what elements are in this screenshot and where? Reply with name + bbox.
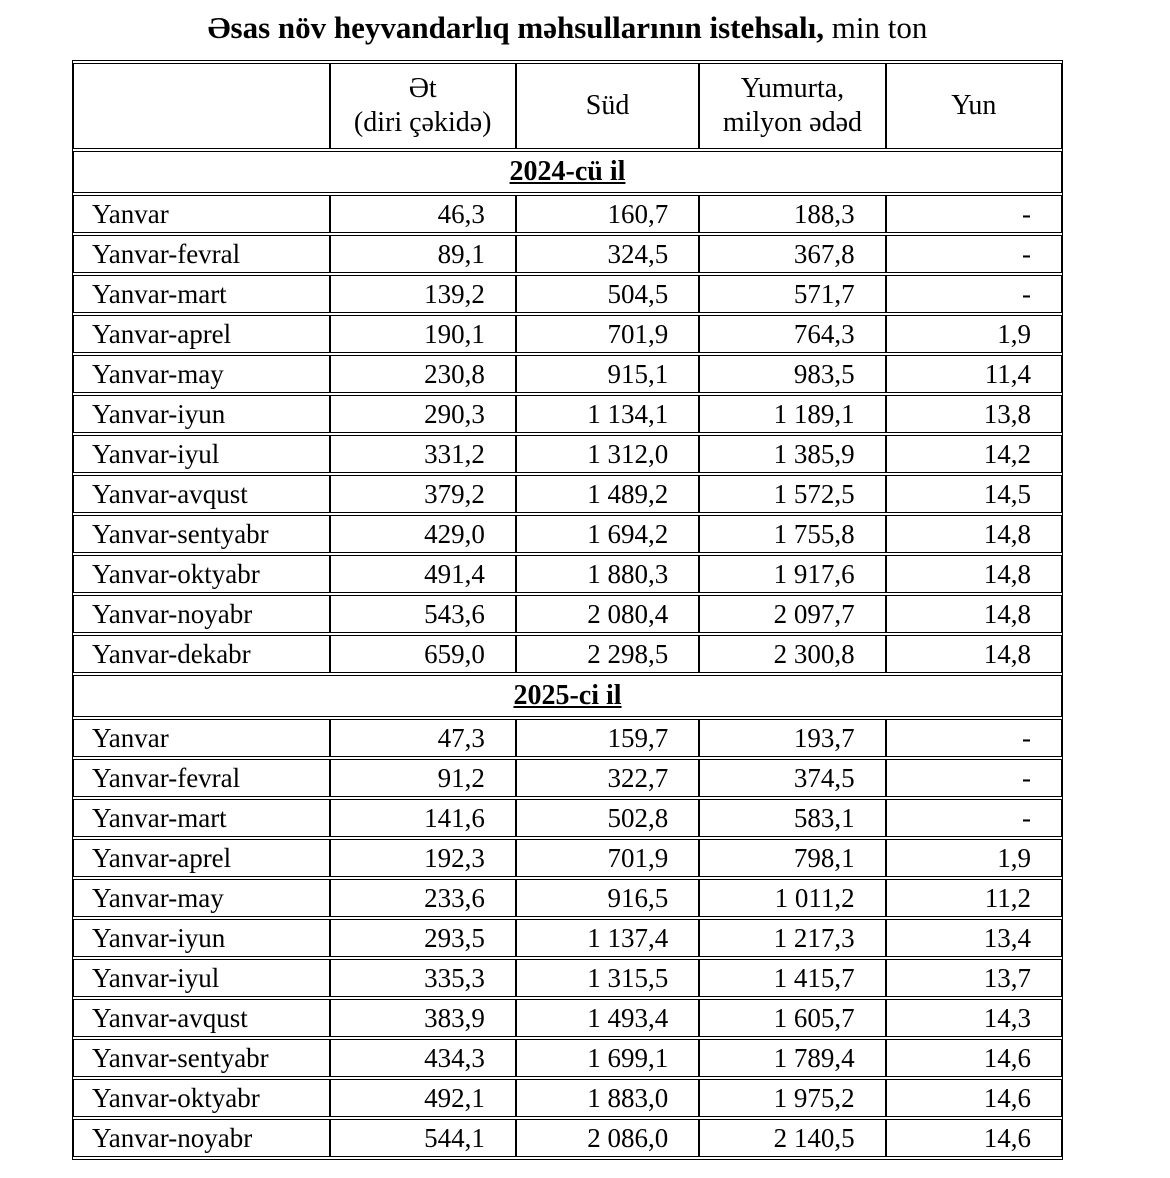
value-cell: 11,4 bbox=[886, 355, 1062, 393]
value-cell: 701,9 bbox=[516, 839, 699, 877]
section-label bbox=[73, 151, 1062, 193]
table-row bbox=[73, 435, 1062, 473]
table-row bbox=[73, 999, 1062, 1037]
value-cell: 331,2 bbox=[330, 435, 516, 473]
period-cell: Yanvar-aprel bbox=[73, 315, 330, 353]
value-cell: 1 189,1 bbox=[699, 395, 885, 433]
value-cell: 798,1 bbox=[699, 839, 885, 877]
value-cell: 1 415,7 bbox=[699, 959, 885, 997]
value-cell: 14,6 bbox=[886, 1119, 1062, 1157]
header-cell-eggs bbox=[699, 63, 885, 149]
value-cell: 571,7 bbox=[699, 275, 885, 313]
value-cell: 1 694,2 bbox=[516, 515, 699, 553]
value-cell: 434,3 bbox=[330, 1039, 516, 1077]
value-cell: 383,9 bbox=[330, 999, 516, 1037]
value-cell: 193,7 bbox=[699, 719, 885, 757]
value-cell: 1 134,1 bbox=[516, 395, 699, 433]
value-cell: 233,6 bbox=[330, 879, 516, 917]
value-cell: 1 880,3 bbox=[516, 555, 699, 593]
period-cell: Yanvar-oktyabr bbox=[73, 555, 330, 593]
table-row bbox=[73, 515, 1062, 553]
value-cell: - bbox=[886, 235, 1062, 273]
value-cell: 160,7 bbox=[516, 195, 699, 233]
header-cell-wool bbox=[886, 63, 1062, 149]
table-row bbox=[73, 355, 1062, 393]
value-cell: 46,3 bbox=[330, 195, 516, 233]
value-cell: 14,6 bbox=[886, 1079, 1062, 1117]
header-eggs-line2: milyon ədəd bbox=[722, 107, 863, 138]
value-cell: - bbox=[886, 275, 1062, 313]
value-cell: 504,5 bbox=[516, 275, 699, 313]
value-cell: 2 097,7 bbox=[699, 595, 885, 633]
value-cell: 1 315,5 bbox=[516, 959, 699, 997]
value-cell: 379,2 bbox=[330, 475, 516, 513]
value-cell: 1 011,2 bbox=[699, 879, 885, 917]
value-cell: 2 086,0 bbox=[516, 1119, 699, 1157]
value-cell: 293,5 bbox=[330, 919, 516, 957]
value-cell: 139,2 bbox=[330, 275, 516, 313]
header-meat-line1: Ət bbox=[408, 73, 437, 104]
value-cell: - bbox=[886, 759, 1062, 797]
value-cell: 492,1 bbox=[330, 1079, 516, 1117]
period-cell: Yanvar-noyabr bbox=[73, 1119, 330, 1157]
value-cell: 1 572,5 bbox=[699, 475, 885, 513]
value-cell: 141,6 bbox=[330, 799, 516, 837]
value-cell: 14,8 bbox=[886, 515, 1062, 553]
value-cell: 290,3 bbox=[330, 395, 516, 433]
value-cell: 324,5 bbox=[516, 235, 699, 273]
value-cell: 659,0 bbox=[330, 635, 516, 673]
value-cell: 544,1 bbox=[330, 1119, 516, 1157]
period-cell: Yanvar-sentyabr bbox=[73, 1039, 330, 1077]
period-cell: Yanvar-fevral bbox=[73, 759, 330, 797]
value-cell: 47,3 bbox=[330, 719, 516, 757]
value-cell: 1 917,6 bbox=[699, 555, 885, 593]
table-row bbox=[73, 1039, 1062, 1077]
value-cell: - bbox=[886, 719, 1062, 757]
value-cell: 159,7 bbox=[516, 719, 699, 757]
value-cell: 322,7 bbox=[516, 759, 699, 797]
value-cell: 14,8 bbox=[886, 555, 1062, 593]
table-row bbox=[73, 315, 1062, 353]
header-wool-line1: Yun bbox=[951, 90, 997, 121]
value-cell: 2 140,5 bbox=[699, 1119, 885, 1157]
period-cell: Yanvar bbox=[73, 719, 330, 757]
value-cell: 91,2 bbox=[330, 759, 516, 797]
value-cell: 1 975,2 bbox=[699, 1079, 885, 1117]
value-cell: 915,1 bbox=[516, 355, 699, 393]
period-cell: Yanvar-mart bbox=[73, 275, 330, 313]
table-row bbox=[73, 595, 1062, 633]
value-cell: 14,8 bbox=[886, 635, 1062, 673]
table-row bbox=[73, 839, 1062, 877]
value-cell: 983,5 bbox=[699, 355, 885, 393]
table-row bbox=[73, 759, 1062, 797]
value-cell: 491,4 bbox=[330, 555, 516, 593]
section-row bbox=[73, 151, 1062, 193]
period-cell: Yanvar-aprel bbox=[73, 839, 330, 877]
value-cell: 192,3 bbox=[330, 839, 516, 877]
table-row bbox=[73, 879, 1062, 917]
table-row bbox=[73, 1119, 1062, 1157]
value-cell: 1,9 bbox=[886, 839, 1062, 877]
value-cell: 2 080,4 bbox=[516, 595, 699, 633]
value-cell: 13,7 bbox=[886, 959, 1062, 997]
header-eggs-line1: Yumurta, bbox=[740, 73, 845, 104]
section-label-text: 2025-ci il bbox=[513, 680, 622, 711]
value-cell: 429,0 bbox=[330, 515, 516, 553]
value-cell: 1 489,2 bbox=[516, 475, 699, 513]
period-cell: Yanvar-noyabr bbox=[73, 595, 330, 633]
period-cell: Yanvar-may bbox=[73, 355, 330, 393]
period-cell: Yanvar-avqust bbox=[73, 475, 330, 513]
value-cell: 583,1 bbox=[699, 799, 885, 837]
value-cell: 1 312,0 bbox=[516, 435, 699, 473]
value-cell: 14,6 bbox=[886, 1039, 1062, 1077]
period-cell: Yanvar-iyun bbox=[73, 919, 330, 957]
period-cell: Yanvar-sentyabr bbox=[73, 515, 330, 553]
value-cell: 1 137,4 bbox=[516, 919, 699, 957]
value-cell: 14,3 bbox=[886, 999, 1062, 1037]
section-label bbox=[73, 675, 1062, 717]
value-cell: 916,5 bbox=[516, 879, 699, 917]
table-row bbox=[73, 195, 1062, 233]
value-cell: 1 493,4 bbox=[516, 999, 699, 1037]
page-title bbox=[72, 0, 1063, 48]
value-cell: 190,1 bbox=[330, 315, 516, 353]
value-cell: 188,3 bbox=[699, 195, 885, 233]
value-cell: 1 883,0 bbox=[516, 1079, 699, 1117]
table-row bbox=[73, 475, 1062, 513]
period-cell: Yanvar-dekabr bbox=[73, 635, 330, 673]
period-cell: Yanvar-iyul bbox=[73, 959, 330, 997]
table-row bbox=[73, 919, 1062, 957]
value-cell: 374,5 bbox=[699, 759, 885, 797]
section-label-text: 2024-cü il bbox=[509, 156, 626, 187]
value-cell: - bbox=[886, 799, 1062, 837]
table-row bbox=[73, 275, 1062, 313]
header-milk-line1: Süd bbox=[585, 90, 630, 121]
value-cell: 502,8 bbox=[516, 799, 699, 837]
title-unit-text: min ton bbox=[824, 10, 928, 45]
title-main-text: Əsas növ heyvandarlıq məhsullarının istehsalı, bbox=[207, 10, 824, 45]
value-cell: 701,9 bbox=[516, 315, 699, 353]
period-cell: Yanvar-fevral bbox=[73, 235, 330, 273]
header-meat-line2: (diri çəkidə) bbox=[353, 107, 492, 138]
table-row bbox=[73, 719, 1062, 757]
value-cell: 1,9 bbox=[886, 315, 1062, 353]
value-cell: 764,3 bbox=[699, 315, 885, 353]
value-cell: 11,2 bbox=[886, 879, 1062, 917]
value-cell: 14,5 bbox=[886, 475, 1062, 513]
table-row bbox=[73, 959, 1062, 997]
value-cell: 89,1 bbox=[330, 235, 516, 273]
header-row bbox=[73, 63, 1062, 149]
table-row bbox=[73, 799, 1062, 837]
value-cell: 13,4 bbox=[886, 919, 1062, 957]
period-cell: Yanvar-oktyabr bbox=[73, 1079, 330, 1117]
period-cell: Yanvar-mart bbox=[73, 799, 330, 837]
value-cell: 2 298,5 bbox=[516, 635, 699, 673]
period-cell: Yanvar-iyun bbox=[73, 395, 330, 433]
production-table bbox=[72, 60, 1063, 1160]
value-cell: 2 300,8 bbox=[699, 635, 885, 673]
value-cell: 14,8 bbox=[886, 595, 1062, 633]
table-row bbox=[73, 635, 1062, 673]
value-cell: 543,6 bbox=[330, 595, 516, 633]
table-row bbox=[73, 1079, 1062, 1117]
value-cell: 1 699,1 bbox=[516, 1039, 699, 1077]
period-cell: Yanvar-may bbox=[73, 879, 330, 917]
value-cell: 335,3 bbox=[330, 959, 516, 997]
period-cell: Yanvar-iyul bbox=[73, 435, 330, 473]
value-cell: 1 217,3 bbox=[699, 919, 885, 957]
value-cell: 367,8 bbox=[699, 235, 885, 273]
section-row bbox=[73, 675, 1062, 717]
value-cell: 1 605,7 bbox=[699, 999, 885, 1037]
value-cell: 1 789,4 bbox=[699, 1039, 885, 1077]
value-cell: - bbox=[886, 195, 1062, 233]
header-cell-milk bbox=[516, 63, 699, 149]
value-cell: 1 755,8 bbox=[699, 515, 885, 553]
table-row bbox=[73, 555, 1062, 593]
value-cell: 14,2 bbox=[886, 435, 1062, 473]
header-cell-meat bbox=[330, 63, 516, 149]
value-cell: 13,8 bbox=[886, 395, 1062, 433]
period-cell: Yanvar-avqust bbox=[73, 999, 330, 1037]
period-cell: Yanvar bbox=[73, 195, 330, 233]
value-cell: 230,8 bbox=[330, 355, 516, 393]
table-row bbox=[73, 235, 1062, 273]
header-cell-empty bbox=[73, 63, 330, 149]
value-cell: 1 385,9 bbox=[699, 435, 885, 473]
table-row bbox=[73, 395, 1062, 433]
